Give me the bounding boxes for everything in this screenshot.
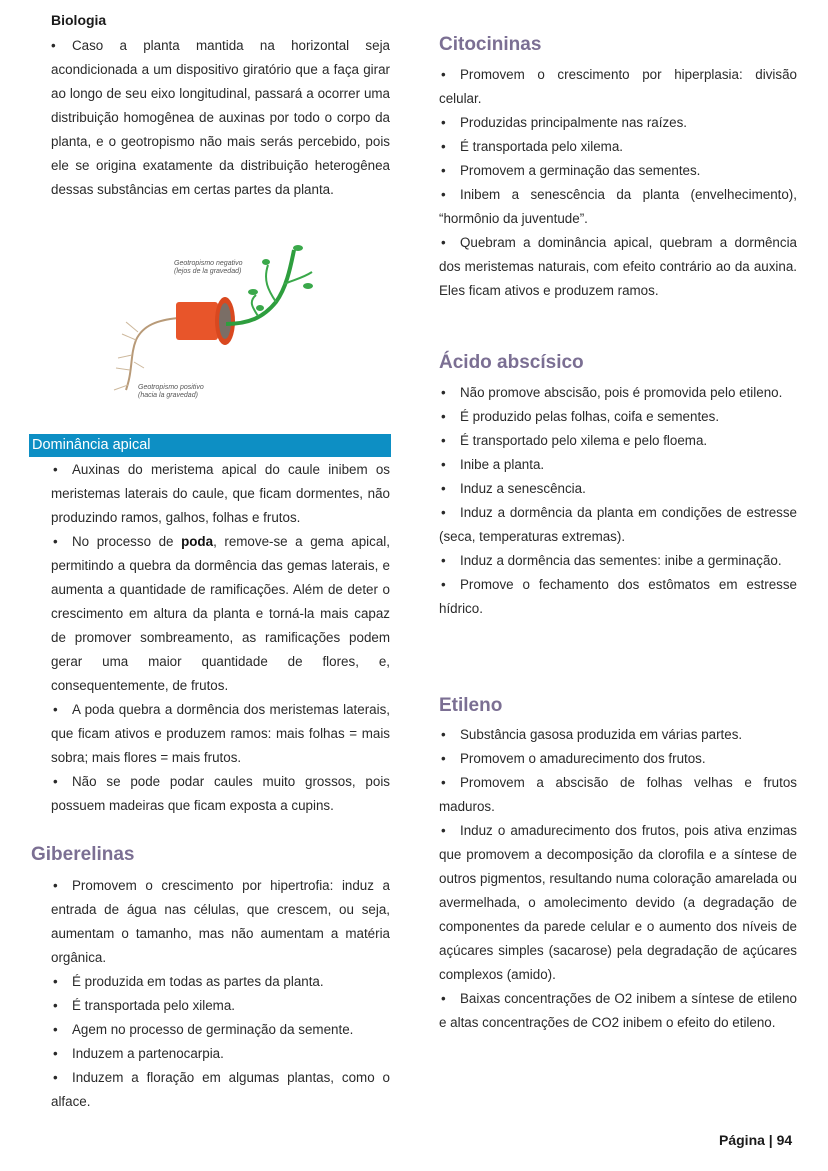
- bullet-icon: •: [53, 998, 58, 1013]
- list-item: [439, 63, 797, 111]
- list-item: [439, 819, 797, 987]
- item-text: Induz a senescência.: [460, 481, 586, 496]
- item-text: Promovem o amadurecimento dos frutos.: [460, 751, 706, 766]
- intro-paragraph: • Caso a planta mantida na horizontal seja acondicionada a um dispositivo giratório que a faça girar ao longo de seu eixo longitudinal, passará a ocorrer uma distribuição homogênea de auxinas por todo o corpo da planta, e o geotropismo não mais serás percebido, pois ele se origina exatamente da distribuição heterogênea dessas substâncias em certas partes da planta.: [51, 38, 390, 197]
- item-text: Produzidas principalmente nas raízes.: [460, 115, 688, 130]
- item-text: Auxinas do meristema apical do caule inibem os meristemas laterais do caule, que ficam dormentes, não produzindo ramos, galhos, folhas e frutos.: [51, 462, 390, 525]
- item-text: É transportada pelo xilema.: [72, 998, 236, 1013]
- bullet-icon: •: [441, 553, 446, 568]
- bullet-icon: •: [441, 457, 446, 472]
- list-item: [439, 159, 797, 183]
- item-text-prefix: No processo de: [72, 534, 182, 549]
- item-text: Induz o amadurecimento dos frutos, pois ativa enzimas que promovem a decomposição da clorofila e a síntese de outros pigmentos, resultando numa coloração amarelada ou avermelhada, o amolecimento devido (a degradação de componentes da parede celular e o aumento dos níveis de açúcares simples (sacarose) pela degradação de açúcares complexos (amido).: [439, 823, 797, 982]
- label-positive: [138, 384, 204, 400]
- bullet-icon: •: [441, 481, 446, 496]
- label-positive-line2: (hacia la gravedad): [138, 392, 198, 399]
- item-text: Inibe a planta.: [460, 457, 545, 472]
- item-text: Promovem a germinação das sementes.: [460, 163, 701, 178]
- list-item: [439, 501, 797, 549]
- item-text: Induz a dormência da planta em condições de estresse (seca, temperaturas extremas).: [439, 505, 797, 544]
- item-text: Promove o fechamento dos estômatos em estresse hídrico.: [439, 577, 797, 616]
- list-item: [439, 549, 797, 573]
- page-number: Página | 94: [719, 1132, 793, 1148]
- section-title-giberelinas: Giberelinas: [31, 844, 135, 865]
- list-item: [51, 770, 390, 818]
- label-positive-line1: Geotropismo positivo: [138, 384, 204, 391]
- section-title-citocininas: Citocininas: [439, 34, 542, 55]
- item-text: Induzem a partenocarpia.: [72, 1046, 224, 1061]
- section-title-etileno: Etileno: [439, 695, 503, 716]
- bullet-icon: •: [53, 1046, 58, 1061]
- bullet-icon: •: [53, 702, 58, 717]
- list-item: [439, 405, 797, 429]
- dominancia-list: [51, 458, 390, 818]
- item-text: É transportada pelo xilema.: [460, 139, 624, 154]
- bullet-icon: •: [441, 235, 446, 250]
- acido-heading-wrap: [439, 351, 584, 375]
- item-text: Não promove abscisão, pois é promovida pelo etileno.: [460, 385, 783, 400]
- item-text: Quebram a dominância apical, quebram a dormência dos meristemas naturais, com efeito contrário ao da auxina. Eles ficam ativos e produzem ramos.: [439, 235, 797, 298]
- list-item: [439, 381, 797, 405]
- bullet-icon: •: [441, 115, 446, 130]
- list-item: [439, 453, 797, 477]
- item-text: Promovem o crescimento por hipertrofia: induz a entrada de água nas células, que crescem, ou seja, aumentam o tamanho, mas não aumentam a matéria orgânica.: [51, 878, 390, 965]
- list-item: [51, 1042, 390, 1066]
- etileno-heading-wrap: [439, 694, 502, 718]
- list-item: [439, 477, 797, 501]
- item-text: É produzido pelas folhas, coifa e sementes.: [460, 409, 720, 424]
- giberelinas-list: [51, 874, 390, 1114]
- list-item: [439, 111, 797, 135]
- bullet-icon: •: [53, 534, 58, 549]
- etileno-list: [439, 723, 797, 1035]
- bullet-icon: •: [441, 991, 446, 1006]
- item-text: A poda quebra a dormência dos meristemas laterais, que ficam ativos e produzem ramos: mais folhas = mais sobra; mais flores = mais frutos.: [51, 702, 390, 765]
- item-text: Não se pode podar caules muito grossos, pois possuem madeiras que ficam exposta a cupins.: [51, 774, 390, 813]
- acido-list: [439, 381, 797, 621]
- bullet-icon: •: [441, 577, 446, 592]
- section-title-acido-abscisico: Ácido abscísico: [439, 352, 584, 373]
- label-negative: [174, 260, 242, 276]
- item-text: Induz a dormência das sementes: inibe a germinação.: [460, 553, 782, 568]
- bullet-icon: •: [441, 163, 446, 178]
- item-text: Promovem a abscisão de folhas velhas e frutos maduros.: [439, 775, 797, 814]
- item-text: Induzem a floração em algumas plantas, como o alface.: [51, 1070, 390, 1109]
- bullet-icon: •: [53, 1070, 58, 1085]
- list-item: [51, 458, 390, 530]
- bullet-icon: •: [53, 462, 58, 477]
- list-item: [51, 698, 390, 770]
- bullet-icon: •: [53, 974, 58, 989]
- bullet-icon: •: [53, 774, 58, 789]
- giberelinas-heading-wrap: [31, 843, 135, 867]
- bullet-icon: •: [441, 385, 446, 400]
- bullet-icon: •: [441, 409, 446, 424]
- bullet-icon: •: [53, 1022, 58, 1037]
- bullet-icon: •: [441, 751, 446, 766]
- item-text: Inibem a senescência da planta (envelhecimento), “hormônio da juventude”.: [439, 187, 797, 226]
- list-item: [439, 429, 797, 453]
- label-negative-line2: (lejos de la gravedad): [174, 268, 242, 275]
- item-text: Promovem o crescimento por hiperplasia: divisão celular.: [439, 67, 797, 106]
- list-item: [51, 1018, 390, 1042]
- item-text: remove-se a gema apical, permitindo a quebra da dormência das gemas laterais, e aumenta a quantidade de ramificações. Além de deter o crescimento em altura da planta e torná-la mais capaz de promover sombreamento, as ramificações podem gerar uma maior quantidade de flores, e, consequentemente, de frutos.: [51, 534, 390, 693]
- running-head-subject: Biologia: [51, 12, 107, 28]
- list-item: [439, 231, 797, 303]
- geotropism-figure: [108, 240, 313, 415]
- list-item: [439, 183, 797, 231]
- list-item: [51, 1066, 390, 1114]
- bullet-icon: •: [53, 878, 58, 893]
- item-text: É produzida em todas as partes da planta.: [72, 974, 324, 989]
- item-text: É transportado pelo xilema e pelo floema.: [460, 433, 708, 448]
- citocininas-heading-wrap: [439, 33, 541, 57]
- list-item: [51, 994, 390, 1018]
- list-item: [439, 135, 797, 159]
- list-item: [439, 771, 797, 819]
- list-item: [439, 723, 797, 747]
- bullet-icon: •: [441, 67, 446, 82]
- item-text: Agem no processo de germinação da semente.: [72, 1022, 354, 1037]
- list-item: [439, 747, 797, 771]
- bullet-icon: •: [441, 727, 446, 742]
- bullet-icon: •: [441, 505, 446, 520]
- list-item: [51, 874, 390, 970]
- bullet-icon: •: [441, 187, 446, 202]
- bullet-icon: •: [441, 139, 446, 154]
- list-item: [439, 987, 797, 1035]
- item-bold-term: poda: [181, 534, 214, 549]
- label-negative-line1: Geotropismo negativo: [174, 260, 243, 267]
- list-item: [439, 573, 797, 621]
- bullet-icon: •: [441, 433, 446, 448]
- bullet-icon: •: [441, 823, 446, 838]
- section-bar-dominancia: Dominância apical: [29, 434, 391, 457]
- list-item: [51, 970, 390, 994]
- item-text: Substância gasosa produzida em várias partes.: [460, 727, 743, 742]
- item-text: Baixas concentrações de O2 inibem a síntese de etileno e altas concentrações de CO2 inibem o efeito do etileno.: [439, 991, 797, 1030]
- bullet-icon: •: [441, 775, 446, 790]
- item-text-comma: ,: [213, 534, 225, 549]
- list-item: [51, 530, 390, 698]
- citocininas-list: [439, 63, 797, 303]
